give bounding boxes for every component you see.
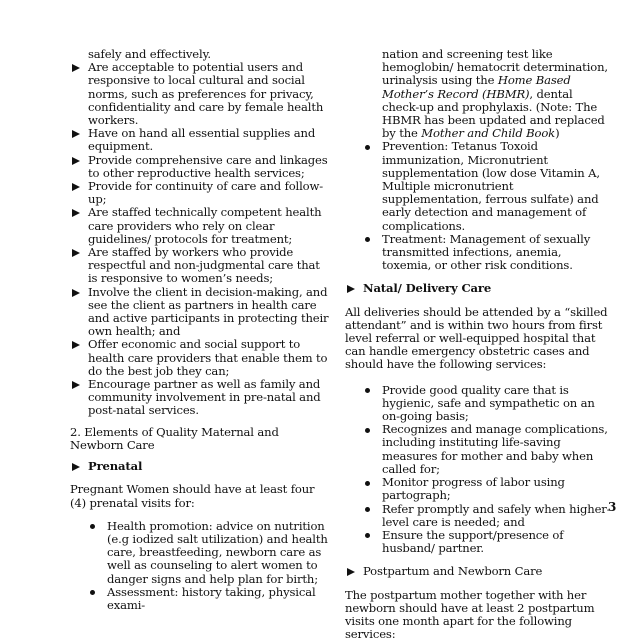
dot-bullet-icon (365, 428, 370, 433)
criteria-list (70, 61, 332, 417)
list-item: Assessment: history taking, physical exami- (70, 586, 332, 612)
prenatal-list (70, 520, 332, 612)
triangle-bullet-icon (72, 381, 80, 389)
postpartum-intro: The postpartum mother together with her newborn should have at least 2 postpartum visits one month apart for the following services: (345, 587, 595, 641)
section-title: 2. Elements of Quality Maternal and Newborn Care (70, 424, 279, 452)
hbmr-title: Home Based Mother’s Record (HBMR) (382, 73, 571, 101)
list-item: Are staffed by workers who provide respectful and non-judgmental care that is responsive to women’s needs; (70, 246, 332, 286)
list-item: Treatment: Management of sexually transmitted infections, anemia, toxemia, or other risk conditions. (345, 233, 611, 273)
list-item: Provide comprehensive care and linkages to other reproductive health services; (70, 154, 332, 180)
dot-bullet-icon (365, 237, 370, 242)
triangle-bullet-icon (347, 568, 355, 576)
list-item: Provide good quality care that is hygienic, safe and sympathetic on an on-going basis; (345, 384, 611, 424)
list-item: Monitor progress of labor using partograph; (345, 476, 611, 502)
list-item: Prevention: Tetanus Toxoid immunization, Micronutrient supplementation (low dose Vitamin A, Multiple micronutrient supplementation, ferrous sulfate) and early detection and management of complications. (345, 140, 611, 232)
dot-bullet-icon (90, 524, 95, 529)
dot-bullet-icon (90, 590, 95, 595)
prenatal-heading: Prenatal (70, 460, 332, 473)
list-item: Ensure the support/presence of husband/ partner. (345, 529, 611, 555)
triangle-bullet-icon (72, 183, 80, 191)
triangle-bullet-icon (347, 285, 355, 293)
dot-bullet-icon (365, 145, 370, 150)
triangle-bullet-icon (72, 157, 80, 165)
postpartum-heading: Postpartum and Newborn Care (345, 565, 611, 578)
triangle-bullet-icon (72, 209, 80, 217)
triangle-bullet-icon (72, 289, 80, 297)
prenatal-list-continued (345, 140, 611, 272)
natal-intro: All deliveries should be attended by a “skilled attendant” and is within two hours from first level referral or well-equipped hospital that can handle emergency obstetric cases and should have the following services: (345, 304, 608, 372)
dot-bullet-icon (365, 533, 370, 538)
list-item: Involve the client in decision-making, and see the client as partners in health care and active participants in protecting their own health; and (70, 286, 332, 339)
list-item: Recognizes and manage complications, including instituting life-saving measures for mother and baby when called for; (345, 423, 611, 476)
dot-bullet-icon (365, 481, 370, 486)
list-item: Refer promptly and safely when higher-level care is needed; and (345, 503, 611, 529)
prenatal-intro: Pregnant Women should have at least four (4) prenatal visits for: (70, 482, 315, 510)
list-item: Have on hand all essential supplies and equipment. (70, 127, 332, 153)
triangle-bullet-icon (72, 130, 80, 138)
triangle-bullet-icon (72, 341, 80, 349)
continuation-text: safely and effectively. (88, 47, 211, 61)
list-item: Health promotion: advice on nutrition (e.g iodized salt utilization) and health care, breastfeeding, newborn care as well as counseling to alert women to danger signs and help plan for birth; (70, 520, 332, 586)
triangle-bullet-icon (72, 64, 80, 72)
list-item: Are staffed technically competent health care providers who rely on clear guidelines/ protocols for treatment; (70, 206, 332, 246)
left-column (70, 48, 332, 612)
triangle-bullet-icon (72, 249, 80, 257)
dot-bullet-icon (365, 388, 370, 393)
list-item: Provide for continuity of care and follow-up; (70, 180, 332, 206)
list-item: Encourage partner as well as family and community involvement in pre-natal and post-natal services. (70, 378, 332, 418)
list-item: Offer economic and social support to health care providers that enable them to do the best job they can; (70, 338, 332, 378)
dot-bullet-icon (365, 507, 370, 512)
mother-child-book-title: Mother and Child Book (421, 126, 556, 141)
right-column (345, 48, 611, 641)
list-item: Are acceptable to potential users and responsive to local cultural and social norms, such as preferences for privacy, confidentiality and care by female health workers. (70, 61, 332, 127)
triangle-bullet-icon (72, 463, 80, 471)
page-number: 3 (608, 500, 617, 514)
natal-list (345, 384, 611, 556)
natal-heading: Natal/ Delivery Care (345, 282, 611, 295)
assessment-continuation: nation and screening test like hemoglobin/ hematocrit determination, urinalysis using the Home Based Mother’s Record (HBMR), dental check-up and prophylaxis. (Note: The HBMR has been updated and replaced by the Mother and Child Book) (382, 47, 608, 141)
